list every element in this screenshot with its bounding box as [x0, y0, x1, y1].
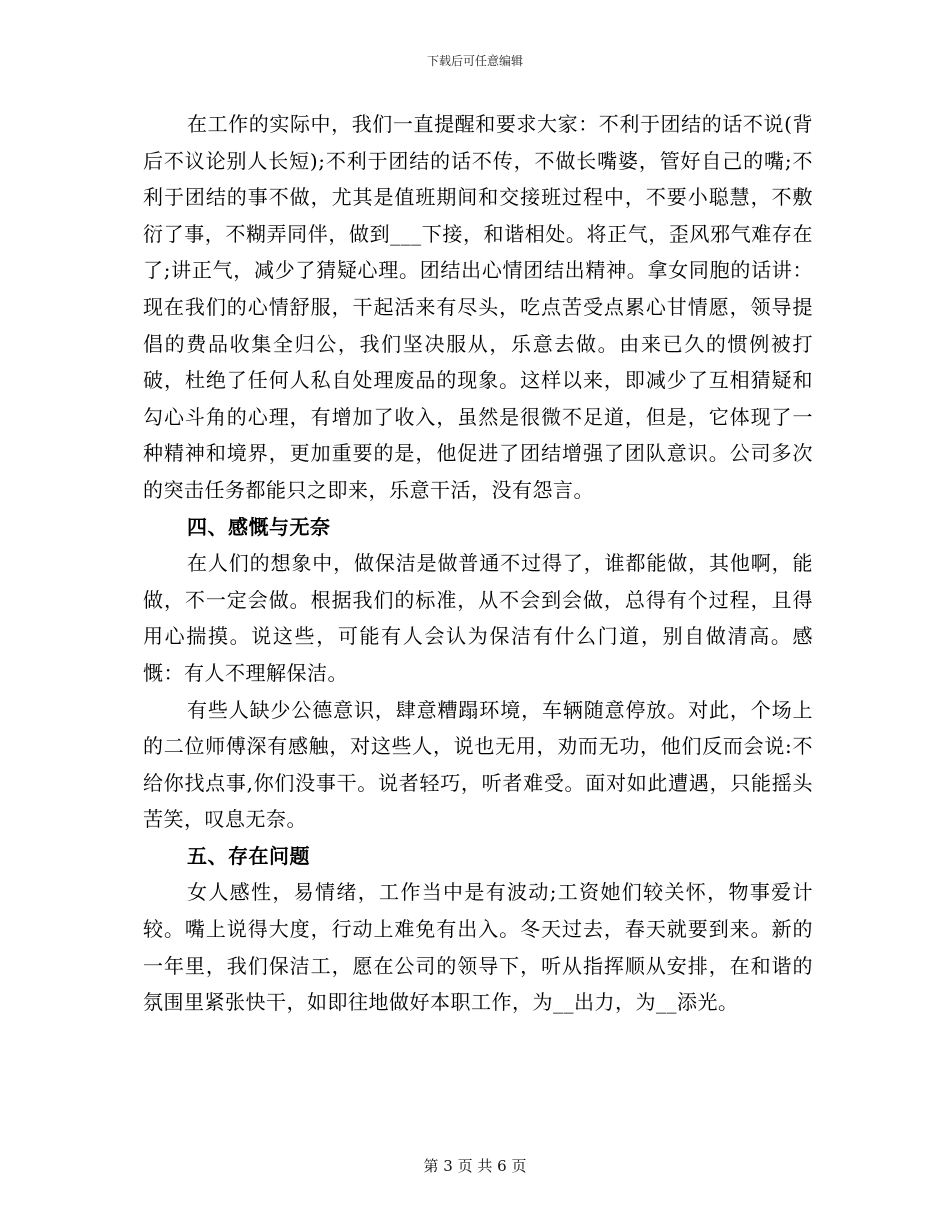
section-heading-4: 四、感慨与无奈 [187, 514, 331, 539]
paragraph-imagination: 在人们的想象中，做保洁是做普通不过得了，谁都能做，其他啊，能做，不一定会做。根据我们的标准，从不会到会做，总得有个过程，且得用心揣摸。说这些，可能有人会认为保洁有什么门道，别自做清高。感慨：有人不理解保洁。 [143, 551, 813, 685]
paragraph-problems: 女人感性，易情绪，工作当中是有波动;工资她们较关怀，物事爱计较。嘴上说得大度，行动上难免有出入。冬天过去，春天就要到来。新的一年里，我们保洁工，愿在公司的领导下，听从指挥顺从安排，在和谐的氛围里紧张快干，如即往地做好本职工作，为__出力，为__添光。 [143, 880, 813, 1015]
document-body [143, 106, 813, 1021]
section-heading-5: 五、存在问题 [187, 843, 310, 868]
paragraph-teamwork: 在工作的实际中，我们一直提醒和要求大家：不利于团结的话不说(背后不议论别人长短);不利于团结的话不传，不做长嘴婆，管好自己的嘴;不利于团结的事不做，尤其是值班期间和交接班过程中，不要小聪慧，不敷衍了事，不糊弄同伴，做到___下接，和谐相处。将正气，歪风邪气难存在了;讲正气，减少了猜疑心理。团结出心情团结出精神。拿女同胞的话讲：现在我们的心情舒服，干起活来有尽头，吃点苦受点累心甘情愿，领导提倡的费品收集全归公，我们坚决服从，乐意去做。由来已久的惯例被打破，杜绝了任何人私自处理废品的现象。这样以来，即减少了互相猜疑和勾心斗角的心理，有增加了收入，虽然是很微不足道，但是，它体现了一种精神和境界，更加重要的是，他促进了团结增强了团队意识。公司多次的突击任务都能只之即来，乐意干活，没有怨言。 [143, 112, 813, 502]
paragraph-public-morality: 有些人缺少公德意识，肆意糟蹋环境，车辆随意停放。对此，个场上的二位师傅深有感触，对这些人，说也无用，劝而无功，他们反而会说:不给你找点事,你们没事干。说者轻巧，听者难受。面对如此遭遇，只能摇头苦笑，叹息无奈。 [143, 697, 813, 832]
page-footer: 第 3 页 共 6 页 [423, 1157, 527, 1175]
page-header: 下载后可任意编辑 [426, 54, 523, 68]
